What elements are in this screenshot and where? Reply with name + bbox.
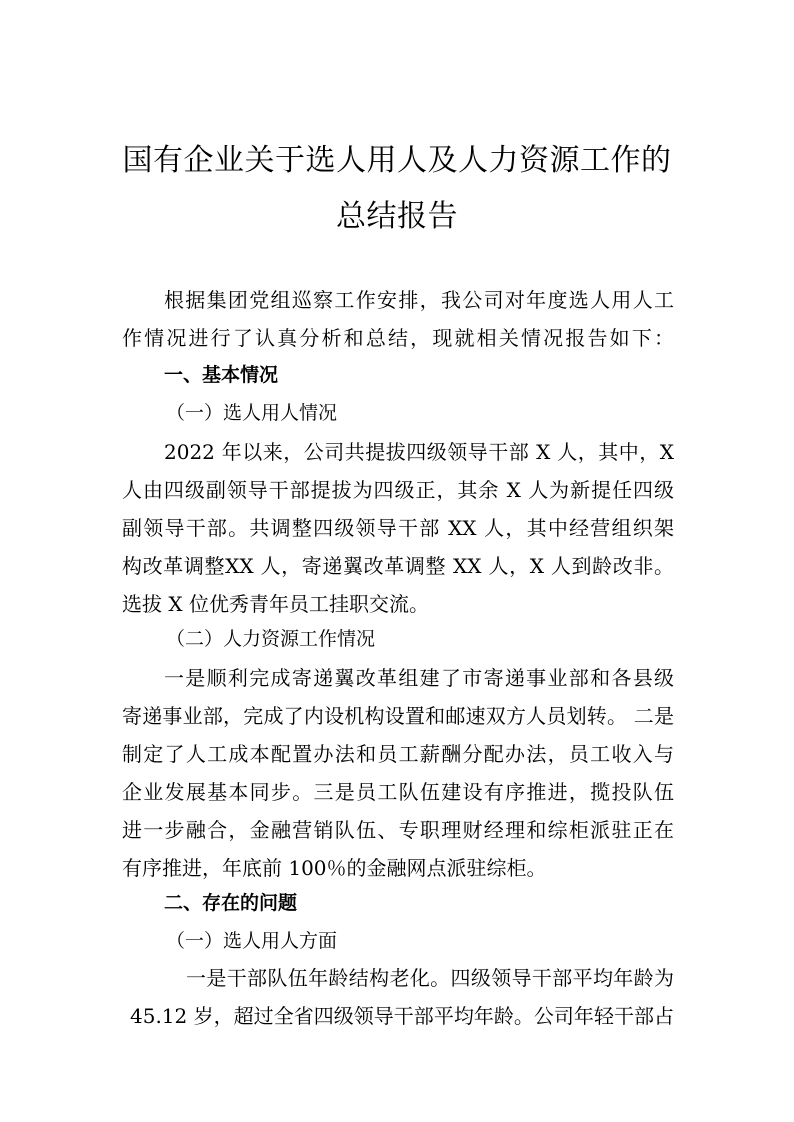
paragraph-line: 构改革调整XX 人，寄递翼改革调整 XX 人，X 人到龄改非。 [122, 554, 674, 578]
title-line-1: 国有企业关于选人用人及人力资源工作的 [122, 143, 672, 178]
paragraph-line: 企业发展基本同步。三是员工队伍建设有序推进，揽投队伍 [122, 780, 674, 804]
paragraph-line: 2022 年以来，公司共提拔四级领导干部 X 人，其中，X [164, 440, 674, 464]
paragraph-line: 人由四级副领导干部提拔为四级正，其余 X 人为新提任四级 [122, 478, 674, 502]
section-1-sub-2-heading: （二）人力资源工作情况 [166, 628, 376, 650]
paragraph-line: 一是干部队伍年龄结构老化。四级领导干部平均年龄为 [186, 966, 674, 990]
section-2-heading: 二、存在的问题 [164, 892, 298, 914]
section-1-sub-1-heading: （一）选人用人情况 [166, 402, 338, 424]
paragraph-line: 有序推进，年底前 100％的金融网点派驻综柜。 [122, 856, 547, 880]
paragraph-line: 45.12 岁，超过全省四级领导干部平均年龄。公司年轻干部占 [130, 1004, 674, 1028]
intro-line-1: 根据集团党组巡察工作安排，我公司对年度选人用人工 [164, 288, 674, 312]
paragraph-line: 进一步融合，金融营销队伍、专职理财经理和综柜派驻正在 [122, 818, 674, 842]
paragraph-line: 选拔 X 位优秀青年员工挂职交流。 [122, 592, 429, 616]
paragraph-line: 副领导干部。共调整四级领导干部 XX 人，其中经营组织架 [122, 516, 674, 540]
section-1-heading: 一、基本情况 [164, 364, 279, 386]
intro-line-2: 作情况进行了认真分析和总结，现就相关情况报告如下： [122, 326, 674, 350]
paragraph-line: 一是顺利完成寄递翼改革组建了市寄递事业部和各县级 [164, 666, 674, 690]
title-line-2: 总结报告 [336, 199, 458, 234]
paragraph-line: 制定了人工成本配置办法和员工薪酬分配办法，员工收入与 [122, 742, 674, 766]
paragraph-line: 寄递事业部，完成了内设机构设置和邮速双方人员划转。 二是 [122, 704, 674, 728]
section-2-sub-1-heading: （一）选人用人方面 [166, 930, 338, 952]
